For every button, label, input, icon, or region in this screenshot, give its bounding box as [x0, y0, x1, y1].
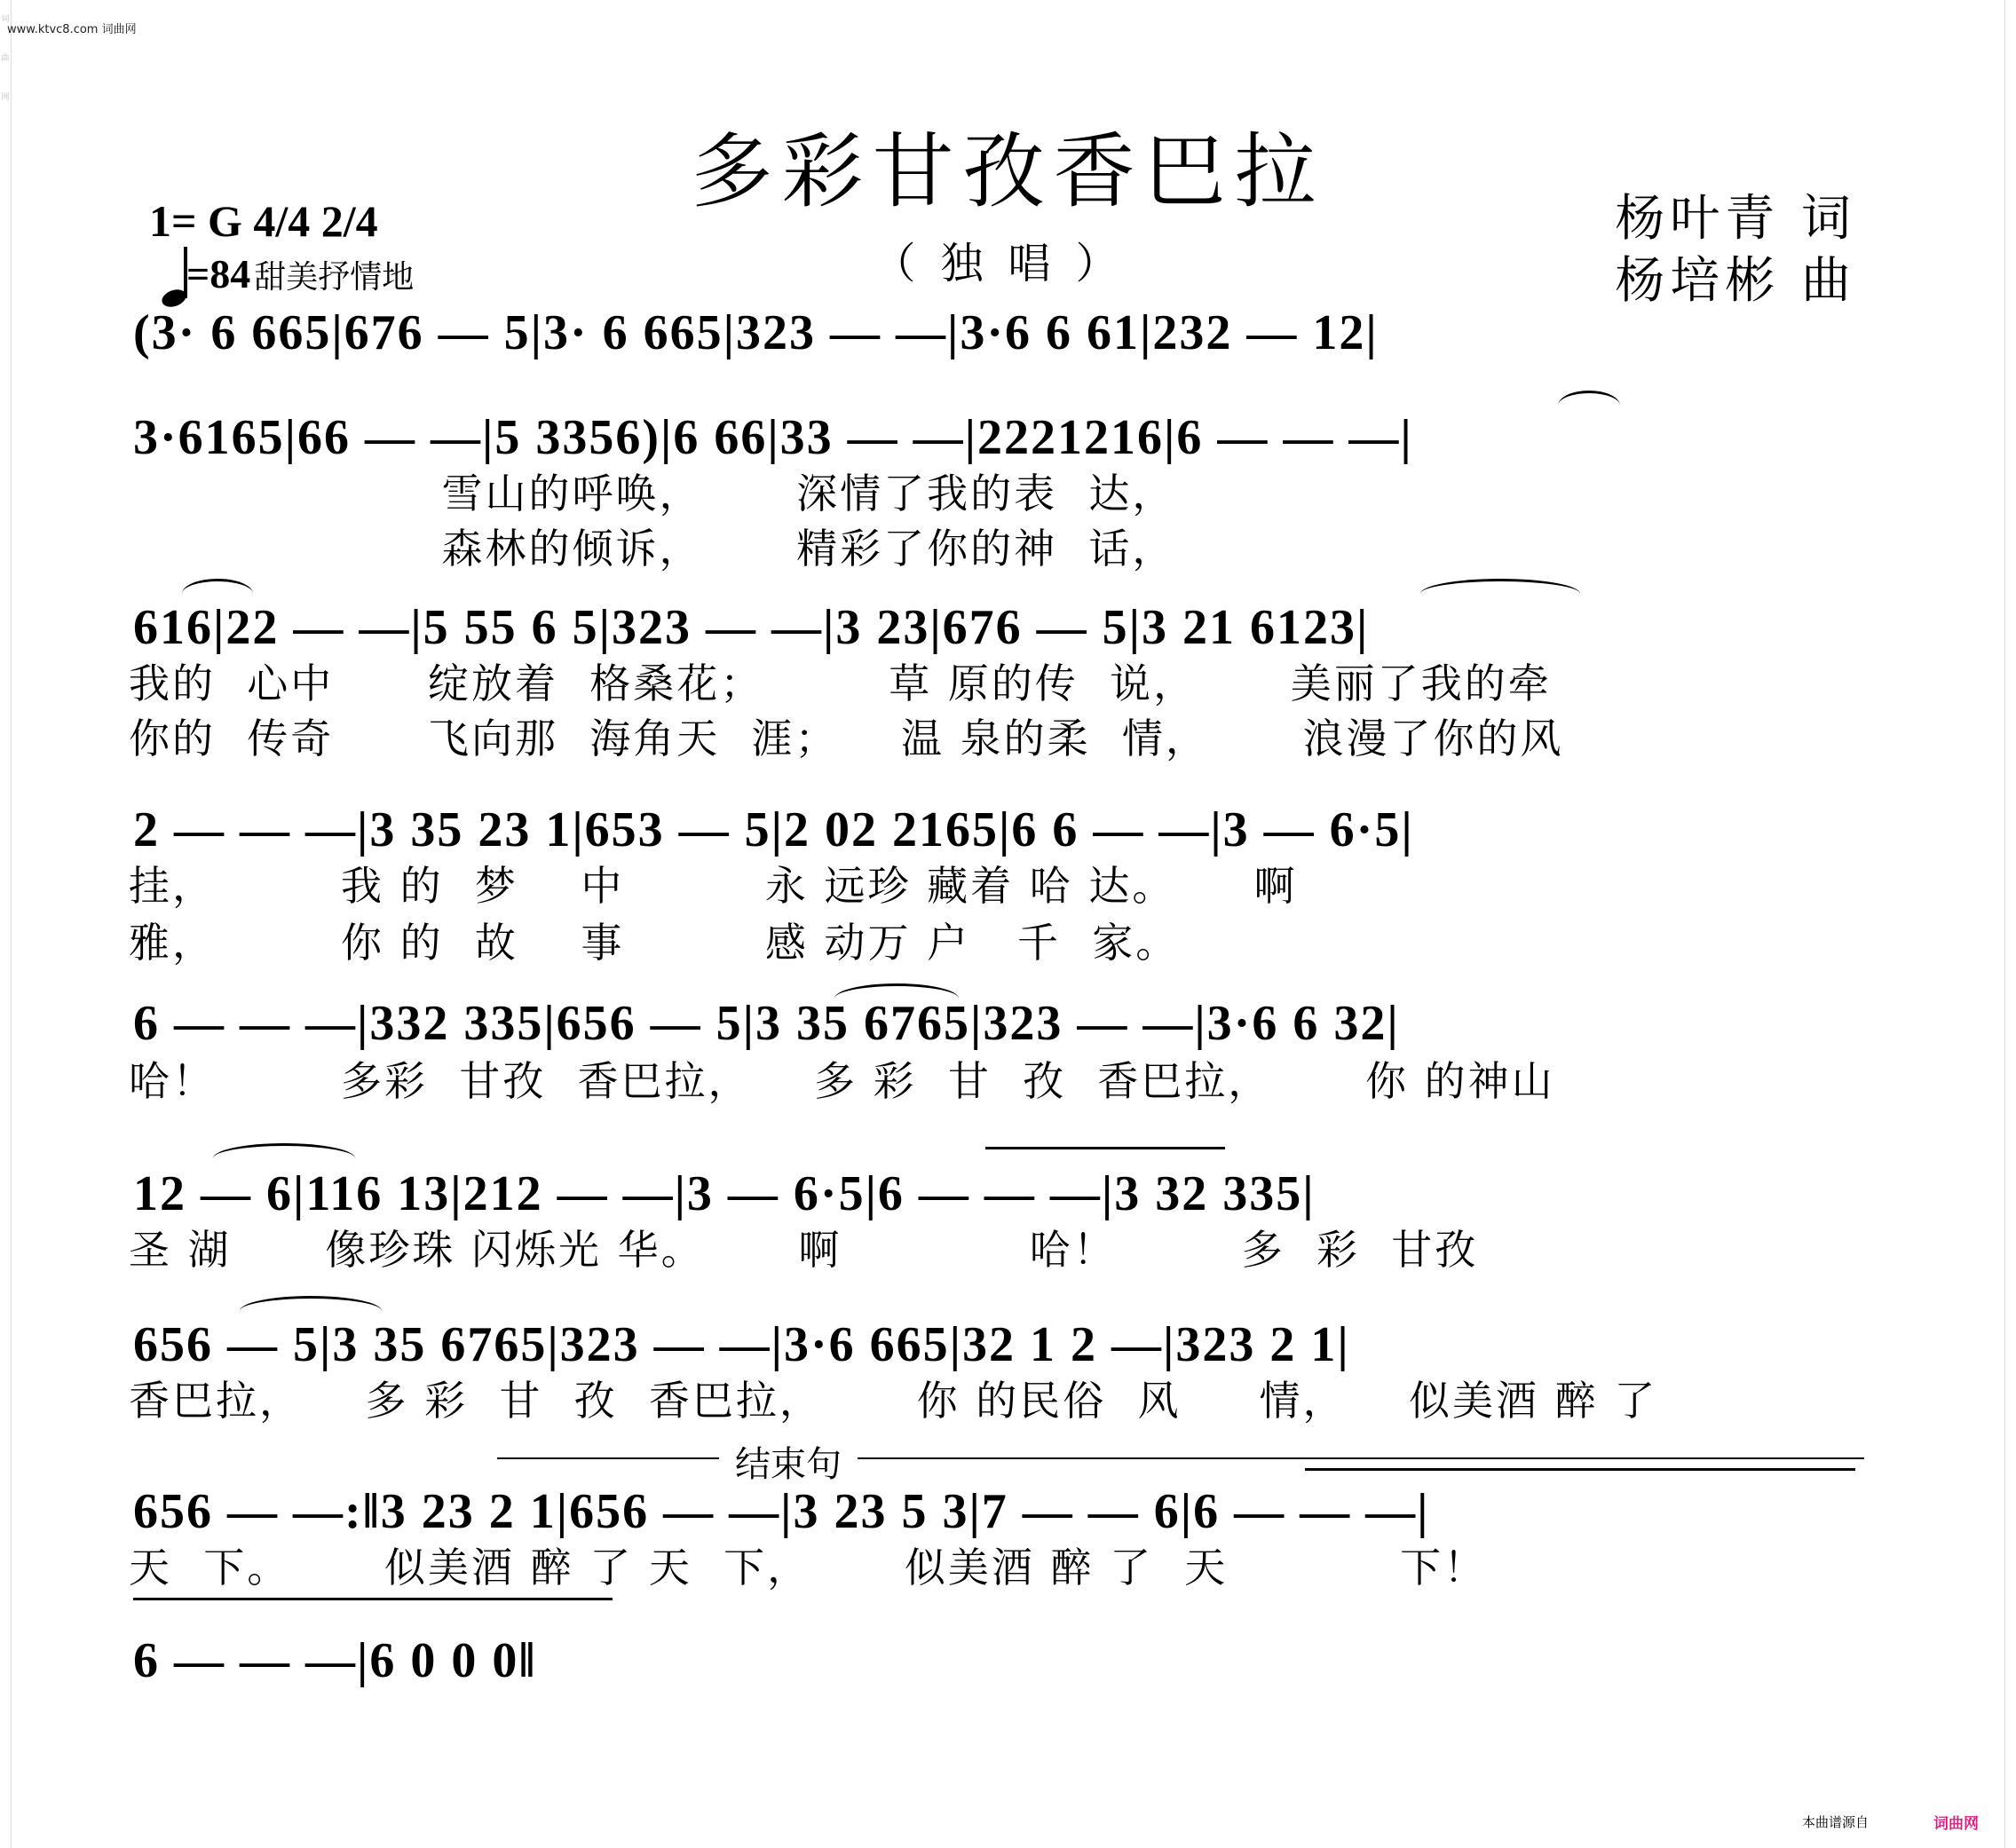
slur	[834, 983, 959, 999]
lyric-line-5: 哈！ 多彩 甘孜 香巴拉， 多 彩 甘 孜 香巴拉， 你 的神山	[129, 1057, 1555, 1105]
ending-label: 结束句	[719, 1436, 858, 1487]
lyric-line-3-verse-2: 你的 传奇 飞向那 海角天 涯； 温 泉的柔 情， 浪漫了你的风	[129, 715, 1564, 762]
lyric-line-8: 天 下。 似美酒 醉 了 天 下， 似美酒 醉 了 天 下！	[129, 1544, 1488, 1591]
slur	[1420, 579, 1580, 594]
slur	[182, 579, 253, 594]
song-title: 多彩甘孜香巴拉	[691, 124, 1325, 219]
footer-source: 本曲谱源自	[1802, 1814, 1870, 1830]
tempo-marking	[186, 250, 414, 297]
tie-bracket	[985, 1147, 1225, 1158]
score-line-5: 6 — — —|332 335|656 — 5|3 35 6765|323 — —|3·6 6 32|	[133, 996, 1400, 1051]
lyricist-credit: 杨叶青 词	[1615, 190, 1856, 248]
lyric-line-4-verse-2: 雅， 你 的 故 事 感 动万 户 千 家。	[129, 919, 1180, 967]
score-line-1: (3· 6 665|676 — 5|3· 6 665|323 — —|3·6 6 61|232 — 12|	[133, 305, 1379, 360]
footer-brand: 词曲网	[1933, 1815, 1979, 1833]
ending-rule	[497, 1457, 1864, 1459]
score-line-6: 12 — 6|116 13|212 — —|3 — 6·5|6 — — —|3 32 335|	[133, 1166, 1316, 1221]
score-line-8: 656 — —:‖3 23 2 1|656 — —|3 23 5 3|7 — — 6|6 — — —|	[133, 1484, 1430, 1539]
tie-bracket	[133, 1598, 613, 1609]
lyric-line-2-verse-2: 森林的倾诉， 精彩了你的神 话，	[129, 525, 1176, 573]
lyric-line-2-verse-1: 雪山的呼唤， 深情了我的表 达，	[129, 470, 1176, 517]
lyric-line-7: 香巴拉， 多 彩 甘 孜 香巴拉， 你 的民俗 风 情， 似美酒 醉 了	[129, 1377, 1658, 1425]
lyric-line-3-verse-1: 我的 心中 绽放着 格桑花； 草 原的传 说， 美丽了我的牵	[129, 659, 1552, 707]
slur	[213, 1143, 355, 1158]
slur	[240, 1296, 382, 1311]
lyric-line-4-verse-1: 挂， 我 的 梦 中 永 远珍 藏着 哈 达。 啊	[129, 862, 1298, 910]
key-signature: 1= G 4/4 2/4	[149, 196, 378, 246]
tempo-value: =84	[186, 251, 251, 296]
tie-bracket	[1305, 1468, 1855, 1480]
tempo-style: 甜美抒情地	[254, 259, 415, 296]
score-line-4: 2 — — —|3 35 23 1|653 — 5|2 02 2165|6 6 — —|3 — 6·5|	[133, 802, 1414, 857]
score-line-2: 3·6165|66 — —|5 3356)|6 66|33 — —|2221216|6 — — —|	[133, 410, 1413, 465]
lyric-line-6: 圣 湖 像珍珠 闪烁光 华。 啊 哈！ 多 彩 甘孜	[129, 1226, 1479, 1274]
site-watermark: www.ktvc8.com 词曲网	[7, 23, 137, 36]
slur	[1558, 391, 1620, 406]
song-subtitle: （独唱）	[873, 239, 1143, 288]
composer-credit: 杨培彬 曲	[1615, 252, 1856, 310]
score-line-7: 656 — 5|3 35 6765|323 — —|3·6 665|32 1 2 —|323 2 1|	[133, 1317, 1350, 1372]
left-margin-strip: 词 曲 网	[0, 0, 12, 1848]
score-line-3: 616|22 — —|5 55 6 5|323 — —|3 23|676 — 5|3 21 6123|	[133, 600, 1370, 655]
score-line-9: 6 — — —|6 0 0 0‖	[133, 1633, 537, 1688]
